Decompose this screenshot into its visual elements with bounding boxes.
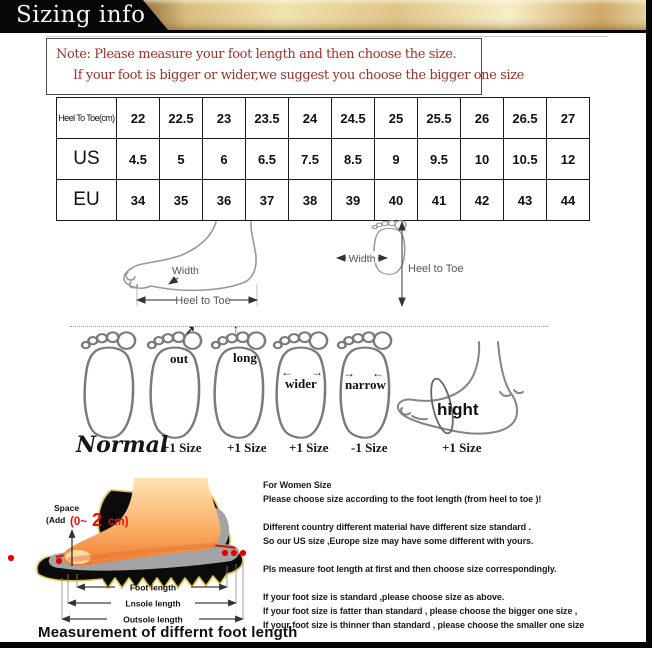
size-table-cell: 6.5 xyxy=(246,139,289,180)
size-table-cell: 34 xyxy=(117,180,160,221)
size-table-cell: 22.5 xyxy=(160,98,203,139)
size-plus1-label: +1 Size xyxy=(162,440,202,455)
page-title: Sizing info xyxy=(16,2,146,28)
size-table-cell: 24.5 xyxy=(332,98,375,139)
diagram-caption: Measurement of differnt foot length xyxy=(38,624,298,641)
info-line: So our US size ,Europe size may have some different with yours. xyxy=(263,536,534,546)
size-table-cell: 39 xyxy=(332,180,375,221)
info-line-gap xyxy=(263,548,645,562)
gold-ribbon xyxy=(140,0,652,30)
foot-wider-label: wider xyxy=(285,376,317,391)
outsole-length-label: Outsole length xyxy=(123,614,183,625)
space-range-number: 2 xyxy=(92,510,103,530)
size-table-cell: 36 xyxy=(203,180,246,221)
size-table-cell: 24 xyxy=(289,98,332,139)
note-box xyxy=(46,38,524,95)
info-line: Please choose size according to the foot length (from heel to toe )! xyxy=(263,494,542,504)
size-table-cell: 23.5 xyxy=(246,98,289,139)
left-arrow: ← xyxy=(372,366,384,380)
right-arrow: → xyxy=(343,366,355,380)
space-label: Space xyxy=(54,503,80,513)
size-table-cell: 43 xyxy=(504,180,547,221)
size-table-row-label: EU xyxy=(57,180,117,221)
foot-length-label: Foot length xyxy=(129,582,177,593)
size-table-cell: 9 xyxy=(375,139,418,180)
right-arrow: → xyxy=(311,365,323,379)
space-range-open: (0~ xyxy=(70,516,87,528)
size-table-cell: 10 xyxy=(461,139,504,180)
info-line: Different country different material have different size standard . xyxy=(263,522,531,532)
size-table-row xyxy=(57,98,590,139)
size-table-cell: 27 xyxy=(547,98,590,139)
size-table-row-label: Heel To Toe(cm) xyxy=(57,98,117,139)
info-line: If your foot size is fatter than standard , please choose the bigger one size , xyxy=(263,606,578,616)
size-table-cell: 23 xyxy=(203,98,246,139)
table-top-gridline xyxy=(46,36,608,37)
size-table-cell: 40 xyxy=(375,180,418,221)
size-table-cell: 22 xyxy=(117,98,160,139)
size-table-cell: 6 xyxy=(203,139,246,180)
size-table-cell: 44 xyxy=(547,180,590,221)
size-minus1-label: -1 Size xyxy=(351,440,388,455)
size-table xyxy=(56,97,590,221)
left-arrow: ← xyxy=(281,365,293,379)
info-title: For Women Size xyxy=(263,480,332,490)
info-text-block xyxy=(263,478,645,632)
top-length-label: Heel to Toe xyxy=(408,263,464,275)
info-line: Pls measure foot length at first and then choose size correspondingly. xyxy=(263,564,557,574)
right-border xyxy=(646,0,652,648)
side-width-label: Width xyxy=(172,265,199,277)
size-normal-label: Normal xyxy=(76,432,169,458)
foot-out xyxy=(146,331,204,441)
foot-normal xyxy=(80,331,138,441)
size-table-cell: 25 xyxy=(375,98,418,139)
size-table-body xyxy=(57,98,590,221)
space-range-close: cm) xyxy=(108,516,129,528)
shoe-measurement-diagram xyxy=(8,478,256,628)
foot-out-label: out xyxy=(170,351,189,366)
size-table-row-label: US xyxy=(57,139,117,180)
top-foot-diagram xyxy=(330,218,462,318)
size-table-cell: 37 xyxy=(246,180,289,221)
size-table-cell: 25.5 xyxy=(418,98,461,139)
foot-hight-label: hight xyxy=(437,400,479,419)
dotted-separator xyxy=(70,326,548,327)
size-table-cell: 41 xyxy=(418,180,461,221)
foot-long xyxy=(210,331,268,441)
size-table-cell: 4.5 xyxy=(117,139,160,180)
size-table-cell: 10.5 xyxy=(504,139,547,180)
foot-narrow-label: narrow xyxy=(345,377,386,392)
size-table-cell: 7.5 xyxy=(289,139,332,180)
info-line: If your foot size is standard ,please choose size as above. xyxy=(263,592,505,602)
foot-height-diagram xyxy=(390,342,525,442)
size-table-row xyxy=(57,180,590,221)
info-lines xyxy=(263,492,645,632)
side-foot-diagram xyxy=(88,222,268,320)
note-line-2: If your foot is bigger or wider,we suggest you choose the bigger one size xyxy=(73,68,524,83)
header-bar xyxy=(0,0,652,33)
insole-length-label: Lnsole length xyxy=(125,598,181,609)
info-line-gap xyxy=(263,506,645,520)
size-table-cell: 26.5 xyxy=(504,98,547,139)
bottom-border xyxy=(0,642,652,648)
size-table-cell: 8.5 xyxy=(332,139,375,180)
up-arrow: ↑ xyxy=(233,322,239,336)
top-width-label: Width xyxy=(348,253,376,265)
size-table-cell: 12 xyxy=(547,139,590,180)
size-plus1-label: +1 Size xyxy=(442,440,482,455)
size-table-cell: 35 xyxy=(160,180,203,221)
info-line-gap xyxy=(263,576,645,590)
size-table-cell: 38 xyxy=(289,180,332,221)
info-line: If your foot size is thinner than standard , please choose the smaller one size xyxy=(263,620,585,630)
size-table-cell: 26 xyxy=(461,98,504,139)
curve-up-right-arrow: ↗ xyxy=(185,323,196,337)
size-table-row xyxy=(57,139,590,180)
add-label: (Add xyxy=(46,515,66,525)
size-plus1-label: +1 Size xyxy=(227,440,267,455)
size-table-cell: 5 xyxy=(160,139,203,180)
note-line-1: Note: Please measure your foot length and then choose the size. xyxy=(56,47,457,62)
side-length-label: Heel to Toe xyxy=(175,295,231,307)
size-plus1-label: +1 Size xyxy=(289,440,329,455)
size-table-cell: 42 xyxy=(461,180,504,221)
foot-long-label: long xyxy=(233,350,257,365)
size-table-cell: 9.5 xyxy=(418,139,461,180)
